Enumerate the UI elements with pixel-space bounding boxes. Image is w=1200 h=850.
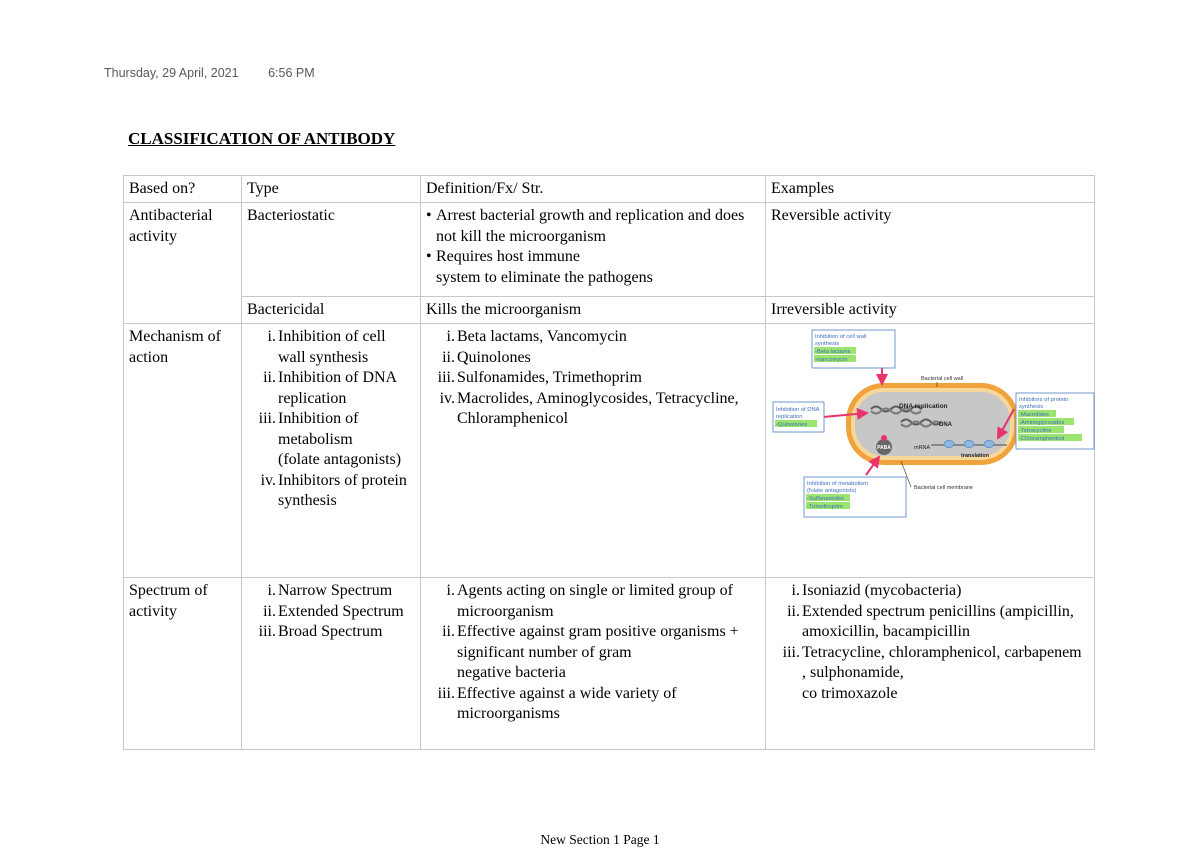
list-number: iii. <box>782 643 800 661</box>
list-item <box>426 684 760 725</box>
cell-bactericidal-type: Bactericidal <box>242 297 421 324</box>
list-number: i. <box>446 328 455 345</box>
list-number: i. <box>791 582 800 599</box>
list-number: ii. <box>263 602 276 620</box>
list-number: ii. <box>787 602 800 620</box>
list-text: Effective against a wide variety of microorganisms <box>457 684 677 722</box>
table-row-bactericidal <box>124 297 1095 324</box>
cell-bactericidal-definition: Kills the microorganism <box>421 297 766 324</box>
list-item <box>771 581 1089 602</box>
cell-mechanism-diagram <box>766 324 1095 578</box>
ribosome-icon <box>944 441 954 448</box>
page-date: Thursday, 29 April, 2021 <box>104 66 239 80</box>
cell-spectrum-of-activity: Spectrum of activity <box>124 578 242 750</box>
header-examples: Examples <box>766 176 1095 203</box>
list-item <box>771 643 1089 705</box>
cell-spectrum-definitions <box>421 578 766 750</box>
list-item <box>247 368 415 409</box>
list-text <box>278 409 415 471</box>
list-text: Narrow Spectrum <box>278 582 393 599</box>
box-title: synthesis <box>1019 404 1044 410</box>
page-footer: New Section 1 Page 1 <box>540 832 660 847</box>
list-text-line: (folate antagonists) <box>278 451 402 468</box>
label-bacterial-cell-membrane: Bacterial cell membrane <box>914 485 973 491</box>
list-item <box>247 471 415 512</box>
antibiotic-mechanism-diagram <box>771 327 1095 519</box>
box-title: Inhibition of metabolism <box>807 481 868 487</box>
list-item <box>247 602 415 623</box>
table-row-spectrum <box>124 578 1095 750</box>
list-number: ii. <box>442 623 455 640</box>
cell-bacteriostatic-definition <box>421 203 766 297</box>
list-number: iii. <box>437 369 455 386</box>
list-item <box>247 327 415 368</box>
classification-table <box>123 175 1095 750</box>
list-item-line: Requires host immune <box>436 248 580 265</box>
cell-spectrum-types <box>242 578 421 750</box>
list-item <box>771 602 1089 643</box>
list-text: Agents acting on single or limited group of microorganism <box>457 582 733 620</box>
list-item <box>426 622 760 684</box>
list-item <box>426 389 760 430</box>
list-number: iii. <box>437 684 455 702</box>
label-dna-replication: DNA replication <box>899 403 948 410</box>
box-item: -vancomycin <box>815 357 848 363</box>
list-number: ii. <box>263 369 276 386</box>
list-number: i. <box>267 328 276 345</box>
cell-spectrum-examples <box>766 578 1095 750</box>
list-text-line: Inhibition of metabolism <box>278 410 359 448</box>
metabolism-inhibitor-box <box>804 477 906 517</box>
list-text: Isoniazid (mycobacteria) <box>802 582 962 599</box>
list-text: Broad Spectrum <box>278 623 383 640</box>
protein-inhibitor-box <box>1016 393 1094 449</box>
list-number: iii. <box>258 623 276 640</box>
list-text-line: co trimoxazole <box>802 684 898 702</box>
list-number: iii. <box>258 410 276 427</box>
header-definition: Definition/Fx/ Str. <box>421 176 766 203</box>
ribosome-icon <box>964 441 974 448</box>
cell-antibacterial-activity: Antibacterial activity <box>124 203 242 324</box>
list-number: i. <box>267 582 276 599</box>
box-title: Inhibitors of protein <box>1019 397 1069 403</box>
cell-mechanism-definitions <box>421 324 766 578</box>
list-text-line: negative bacteria <box>457 664 566 681</box>
list-text: Beta lactams, Vancomycin <box>457 328 627 345</box>
box-title: Inhibition of cell wall <box>815 334 867 340</box>
list-text: Inhibitors of protein synthesis <box>278 471 407 509</box>
table-row-mechanism <box>124 324 1095 578</box>
paba-binding-icon <box>881 435 887 441</box>
list-item: • Arrest bacterial growth and replication and does not kill the microorganism <box>426 206 760 247</box>
cell-mechanism-types <box>242 324 421 578</box>
label-translation: translation <box>961 453 990 459</box>
list-text: Macrolides, Aminoglycosides, Tetracycline, Chloramphenicol <box>457 389 739 427</box>
list-item <box>426 368 760 389</box>
label-bacterial-cell-wall: Bacterial cell wall <box>921 376 964 382</box>
list-text: Extended Spectrum <box>278 602 404 620</box>
table-row-bacteriostatic <box>124 203 1095 297</box>
list-text <box>802 643 1089 705</box>
table-header-row <box>124 176 1095 203</box>
list-item <box>247 622 415 643</box>
list-item <box>426 247 760 288</box>
list-number: iv. <box>439 389 455 407</box>
box-title: Inhibition of DNA <box>776 407 820 413</box>
box-item: -Macrolides <box>1019 412 1049 418</box>
box-item: -Chloramphenicol <box>1019 436 1065 442</box>
ribosome-icon <box>984 441 994 448</box>
list-text: Extended spectrum penicillins (ampicillin, amoxicillin, bacampicillin <box>802 602 1074 640</box>
list-item <box>426 581 760 622</box>
cell-wall-inhibitor-box <box>812 330 895 368</box>
page-title: CLASSIFICATION OF ANTIBODY <box>128 129 396 148</box>
cell-bactericidal-example: Irreversible activity <box>766 297 1095 324</box>
box-item: -Sulfonamides <box>807 496 845 502</box>
box-title: (folate antagonists) <box>807 488 857 494</box>
dna-inhibitor-box <box>773 402 824 432</box>
cell-bacteriostatic-example: Reversible activity <box>766 203 1095 297</box>
box-title: synthesis <box>815 341 840 347</box>
box-item: -Trimethoprim <box>807 504 843 510</box>
list-item-line: system to eliminate the pathogens <box>436 268 653 286</box>
box-item: -Beta lactams <box>815 349 851 355</box>
label-dna: DNA <box>939 422 952 428</box>
box-title: replication <box>776 414 803 420</box>
box-item: -Quinolones <box>776 422 808 428</box>
list-number: iv. <box>260 471 276 489</box>
page-time: 6:56 PM <box>268 66 315 80</box>
page-meta <box>104 66 315 80</box>
header-based-on: Based on? <box>124 176 242 203</box>
box-item: -Aminoglycosides <box>1019 420 1065 426</box>
header-type: Type <box>242 176 421 203</box>
list-text-line: Effective against gram positive organisms + significant number of gram <box>457 623 739 661</box>
list-text: Inhibition of cell wall synthesis <box>278 328 386 366</box>
box-item: -Tetracycline <box>1019 428 1052 434</box>
list-number: i. <box>446 582 455 599</box>
list-item <box>426 327 760 348</box>
label-paba: PABA <box>877 445 891 451</box>
list-text: Inhibition of DNA replication <box>278 369 397 407</box>
list-text: Sulfonamides, Trimethoprim <box>457 369 642 386</box>
cell-mechanism-of-action: Mechanism of action <box>124 324 242 578</box>
list-number: ii. <box>442 348 455 366</box>
list-text: Quinolones <box>457 348 531 366</box>
list-item <box>426 348 760 369</box>
list-text <box>457 622 760 684</box>
list-text-line: Tetracycline, chloramphenicol, carbapenem , sulphonamide, <box>802 643 1082 681</box>
cell-bacteriostatic-type: Bacteriostatic <box>242 203 421 297</box>
list-item <box>247 581 415 602</box>
label-mrna: mRNA <box>914 445 931 451</box>
list-item <box>247 409 415 471</box>
